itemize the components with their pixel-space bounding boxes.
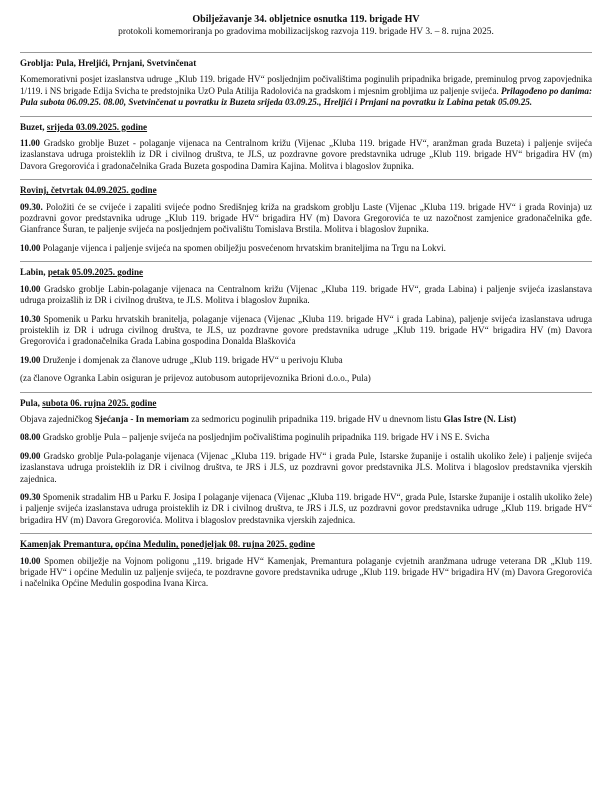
event-text: Spomenik u Parku hrvatskih branitelja, polaganje vijenaca (Vijenac „Kluba 119. brigade HV“ i grada Labina), paljenje svijeća izaslanstava udruga proisteklih iz DR i udruga civilnog društva, te JLS, uz pozdravne govore predstavnika udruge „Klub 119. brigade HV“ brigadira HV (m) Davora Gregorovića i gradonačelnika Grada Labina gospodina Donalda Blaškovića <box>20 313 592 347</box>
divider <box>20 52 592 53</box>
divider <box>20 392 592 393</box>
intro-note: Prilagođeno po danima: Pula subota 06.09.25. 08.00, Svetvinčenat u povratku iz Buzeta srijeda 03.09.25., Hreljići i Prnjani na povratku iz Labina petak 05.09.25. <box>20 85 592 108</box>
event-text: Gradsko groblje Buzet - polaganje vijenaca na Centralnom križu (Vijenac „Kluba 119. brigade HV“, aranžman grada Buzeta) i paljenje svijeća izaslanstava udruga proisteklih iz DR i civilnog društva, te JLS, uz pozdravne govore predstavnika udruge „Klub 119. brigade HV“ brigadira HV (m) Davora Gregorovića i gradonačelnika Grada Buzeta gospodina Damira Kajina. Molitva i blagoslov župnika. <box>20 138 592 171</box>
announce-newspaper: Glas Istre (N. List) <box>443 413 517 424</box>
event-text: Gradsko groblje Pula-polaganje vijenaca (Vijenac „Kluba 119. brigade HV“ i grada Pule, Istarske županije i ostalih ukoliko žele) i paljenje svijeća izaslanstava udruga proisteklih iz DR i civilnog društva, te JRS i JLS, uz pozdravni govor predstavnika JLS. Molitva i blagoslov predstavnika vjerskih zajednica. <box>20 450 592 484</box>
buzet-place: Buzet, <box>20 121 47 132</box>
labin-event-3 <box>20 355 592 366</box>
intro-paragraph <box>20 74 592 108</box>
event-text: Spomenik stradalim HB u Parku F. Josipa I polaganje vijenaca (Vijenac „Kluba 119. brigade HV“, grada Pule, Istarske županije i ostalih ukoliko žele) i paljenje svijeća izaslanstava udruga proisteklih iz DR i civilnog društva, te JRS i JLS, uz pozdravni govor predstavnika udruge „Klub 119. brigade HV“ brigadira HV (m) Davora Gregorovića. Molitva i blagoslov predstavnika vjerskih zajednica. <box>20 491 592 525</box>
divider <box>20 179 592 180</box>
pula-date: subota 06. rujna 2025. godine <box>42 397 157 408</box>
event-time: 08.00 <box>20 432 41 443</box>
section-heading-buzet <box>20 122 592 133</box>
kamenjak-heading: Kamenjak Premantura, općina Medulin, ponedjeljak 08. rujna 2025. godine <box>20 539 315 550</box>
rovinj-event-1 <box>20 202 592 236</box>
event-text: Gradsko groblje Pula – paljenje svijeća na posljednjim počivalištima poginulih pripadnika 119. brigade HV i NS E. Svicha <box>40 432 490 443</box>
announce-title: Sjećanja - In memoriam <box>94 413 189 424</box>
labin-event-1 <box>20 284 592 307</box>
pula-event-3 <box>20 492 592 526</box>
section-heading-pula <box>20 398 592 409</box>
event-text: Gradsko groblje Labin-polaganje vijenaca na Centralnom križu (Vijenac „Kluba 119. brigade HV“, grada Labina) i paljenje svijeća izaslanstava udruga proizašlih iz DR i civilnog društva, te JLS. Molitva i blagoslov župnika. <box>20 283 592 306</box>
rovinj-event-2 <box>20 243 592 254</box>
section-heading-labin <box>20 267 592 278</box>
buzet-date: srijeda 03.09.2025. godine <box>46 121 148 132</box>
section-heading-kamenjak <box>20 539 592 550</box>
event-text: Druženje i domjenak za članove udruge „Klub 119. brigade HV“ u perivoju Kluba <box>40 354 343 365</box>
event-time: 10.30 <box>20 313 41 324</box>
labin-note: (za članove Ogranka Labin osiguran je prijevoz autobusom autoprijevoznika Brioni d.o.o., Pula) <box>20 373 371 384</box>
document-subtitle: protokoli komemoriranja po gradovima mobilizacijskog razvoja 119. brigade HV 3. – 8. rujna 2025. <box>118 27 494 37</box>
section-heading-rovinj <box>20 185 592 196</box>
pula-event-2 <box>20 451 592 485</box>
document-title: Obilježavanje 34. obljetnice osnutka 119. brigade HV <box>192 14 420 25</box>
labin-date: petak 05.09.2025. godine <box>47 267 144 278</box>
event-time: 11.00 <box>20 138 40 149</box>
event-time: 19.00 <box>20 354 41 365</box>
divider <box>20 261 592 262</box>
event-time: 10.00 <box>20 283 41 294</box>
intro-text: Komemorativni posjet izaslanstva udruge „Klub 119. brigade HV“ posljednjim počivalištima poginulih pripadnika brigade, preminulog prvog zapovjednika 1/119. i NS brigade Edija Svicha te predstojnika UzO Pula Atilija Radolovića na gradskom i mjesnim grobljima uz paljenje svijeća. <box>20 74 592 96</box>
divider <box>20 116 592 117</box>
pula-announcement <box>20 414 592 425</box>
event-time: 09.30 <box>20 491 41 502</box>
event-time: 09.00 <box>20 450 41 461</box>
announce-text: za sedmoricu poginulih pripadnika 119. brigade HV u dnevnom listu <box>188 413 444 424</box>
buzet-event-1 <box>20 138 592 172</box>
labin-event-2 <box>20 314 592 348</box>
rovinj-heading: Rovinj, četvrtak 04.09.2025. godine <box>20 185 157 196</box>
event-time: 10.00 <box>20 242 41 253</box>
divider <box>20 533 592 534</box>
pula-place: Pula, <box>20 397 43 408</box>
section-heading-groblja: Groblja: Pula, Hreljići, Prnjani, Svetvinčenat <box>20 58 197 68</box>
pula-event-1 <box>20 432 592 443</box>
labin-place: Labin, <box>20 267 48 278</box>
event-text: Položiti će se cvijeće i zapaliti svijeće podno Središnjeg križa na gradskom groblju Laste (Vijenac „Kluba 119. brigade HV“ i grada Rovinja) uz pozdravni govor predstavnika udruge „Klub 119. brigade HV“ brigadira HV (m) Davora Gregorovića te uz nazočnost zamjenice gradonačelnika gđe. Gianfrance Šuran, te paljenje svijeća na posljednjem počivalištu Tomislava Brstila. Molitva i blagoslov župnika. <box>20 201 592 235</box>
event-text: Spomen obilježje na Vojnom poligonu „119. brigade HV“ Kamenjak, Premantura polaganje cvjetnih aranžmana udruge veterana DR „Klub 119. brigade HV“ i općine Medulin uz paljenje svijeća, te pozdravne govore predstavnika udruge „Klub 119. brigade HV“ brigadira HV (m) Davora Gregorovića i načelnika Općine Medulin gospodina Ivana Kirca. <box>20 555 592 589</box>
event-time: 10.00 <box>20 555 41 566</box>
event-time: 09.30. <box>20 201 43 212</box>
kamenjak-event-1 <box>20 556 592 590</box>
announce-text: Objava zajedničkog <box>20 413 95 424</box>
event-text: Polaganje vijenca i paljenje svijeća na spomen obilježju posvećenom hrvatskim braniteljima na Trgu na Lokvi. <box>40 242 446 253</box>
